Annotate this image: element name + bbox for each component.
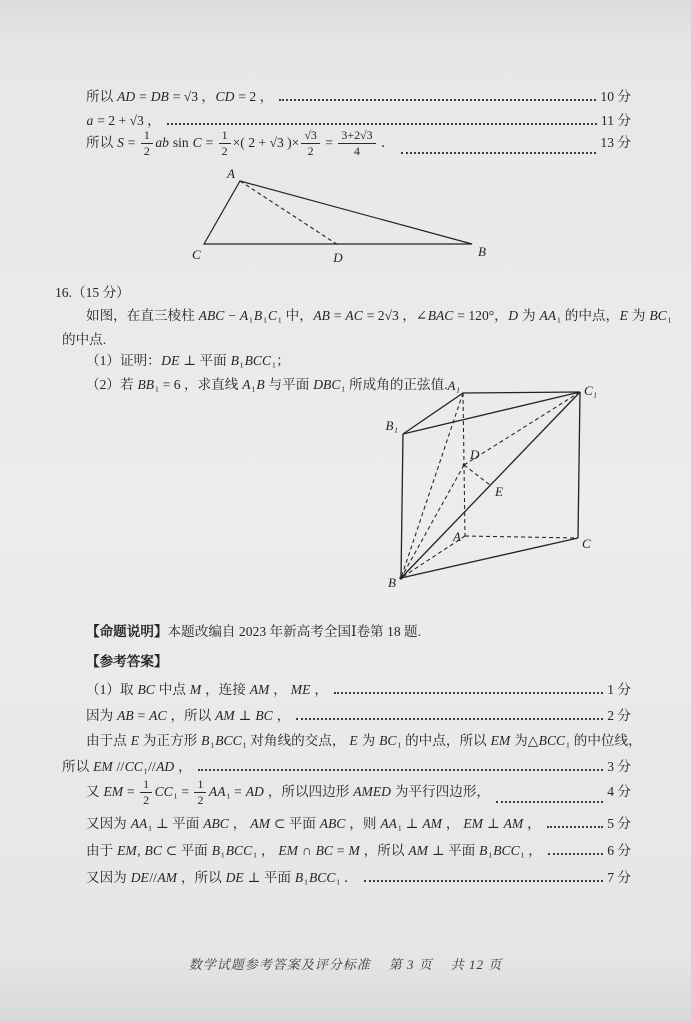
score-label: 5 分 xyxy=(607,816,631,831)
triangle-solid-edges xyxy=(204,181,472,244)
score-label: 1 分 xyxy=(607,682,631,697)
p15-line-11pts xyxy=(62,109,631,129)
math-text: 所以 EM //CC₁//AD ， xyxy=(62,759,192,774)
sol-line-midsegment xyxy=(62,729,642,749)
sol-line-2pts xyxy=(62,704,631,724)
vertex-label-B: B xyxy=(478,244,486,259)
dotted-leader xyxy=(496,801,603,803)
dotted-leader xyxy=(167,123,597,125)
dotted-leader xyxy=(198,769,603,771)
math-text: 如图，在直三棱柱 ABC − A₁B₁C₁ 中，AB = AC = 2√3 ，∠BAC = 120°，D 为 AA₁ 的中点，E 为 BC₁ xyxy=(86,308,672,323)
math-text: （1）证明：DE ⊥ 平面 B₁BCC₁； xyxy=(86,353,290,368)
vertex-label-C1: C₁ xyxy=(584,383,598,398)
origin-note-text: 本题改编自 2023 年新高考全国Ⅰ卷第 18 题. xyxy=(167,624,422,639)
vertex-label-E: E xyxy=(495,484,503,499)
origin-note xyxy=(62,620,631,640)
math-text: 由于点 E 为正方形 B₁BCC₁ 对角线的交点， E 为 BC₁ 的中点，所以 EM 为△BCC₁ 的中位线， xyxy=(86,733,642,748)
score-label: 4 分 xyxy=(607,784,631,800)
triangle-dashed-edge-AD xyxy=(240,181,338,245)
vertex-label-A: A xyxy=(227,167,235,181)
math-text: 因为 AB = AC ，所以 AM ⊥ BC ， xyxy=(86,708,291,723)
problem-number: 16.（15 分） xyxy=(55,285,130,300)
vertex-label-B: B xyxy=(388,575,396,590)
vertex-label-D: D xyxy=(333,250,343,265)
math-text: （2）若 BB₁ = 6 ，求直线 A₁B 与平面 DBC₁ 所成角的正弦值. xyxy=(86,377,448,392)
sol-line-4pts xyxy=(62,779,631,807)
vertex-label-A: A xyxy=(453,529,461,544)
dotted-leader xyxy=(364,880,604,882)
triangle-figure xyxy=(190,167,492,267)
page-footer xyxy=(0,954,691,973)
score-label: 7 分 xyxy=(607,870,631,885)
math-text: 又因为 AA₁ ⊥ 平面 ABC ， AM ⊂ 平面 ABC ，则 AA₁ ⊥ AM ， EM ⊥ AM ， xyxy=(86,816,541,831)
dotted-leader xyxy=(547,826,603,828)
vertex-label-A1: A₁ xyxy=(447,379,460,393)
math-text: a = 2 + √3 ， xyxy=(86,113,161,128)
footer-title: 数学试题参考答案及评分标准 xyxy=(188,957,371,972)
score-label: 11 分 xyxy=(600,113,631,128)
sol-line-7pts xyxy=(62,866,631,886)
dotted-leader xyxy=(334,692,603,694)
vertex-label-B1: B₁ xyxy=(385,418,398,433)
footer-page-number: 第 3 页 xyxy=(388,957,433,972)
reference-answer-header xyxy=(62,650,631,670)
score-label: 3 分 xyxy=(607,759,631,774)
reference-answer-label: 【参考答案】 xyxy=(86,654,168,669)
dotted-leader xyxy=(296,718,603,720)
math-text: 由于 EM, BC ⊂ 平面 B₁BCC₁ ， EM ∩ BC = M ，所以 AM ⊥ 平面 B₁BCC₁ ， xyxy=(86,843,542,858)
vertex-dot-D xyxy=(463,464,466,467)
dotted-leader xyxy=(548,853,603,855)
score-label: 13 分 xyxy=(600,135,631,151)
p15-line-10pts xyxy=(62,85,631,105)
score-label: 6 分 xyxy=(607,843,631,858)
math-text: 所以 AD = DB = √3 ，CD = 2 ， xyxy=(86,89,274,104)
math-text: （1）取 BC 中点 M ，连接 AM ， ME ， xyxy=(86,682,328,697)
sol-line-1pt xyxy=(62,678,631,698)
dotted-leader xyxy=(401,152,597,154)
score-label: 2 分 xyxy=(607,708,631,723)
p16-part1 xyxy=(62,349,631,369)
vertex-label-D: D xyxy=(470,447,480,462)
score-label: 10 分 xyxy=(600,89,631,104)
math-text: 又 EM = $\frac{1}{2}$ CC₁ = $\frac{1}{2}$ AA₁ = AD ，所以四边形 AMED 为平行四边形， xyxy=(86,777,491,807)
p16-intro-line2 xyxy=(62,328,631,348)
p15-line-13pts xyxy=(62,130,631,158)
p16-intro-line1 xyxy=(62,304,672,324)
prism-figure xyxy=(383,379,608,594)
math-text: 的中点. xyxy=(62,332,107,347)
sol-line-6pts xyxy=(62,839,631,859)
math-text: 所以 S = $\frac{1}{2}$ ab sin C = $\frac{1}{2}$ ×( 2 + √3 )× $\frac{√3}{2}$ = $\frac{3+2√3}{4}$ ． xyxy=(86,128,395,158)
vertex-dot-B xyxy=(399,576,402,579)
prism-solid-edges xyxy=(401,392,580,578)
sol-line-3pts xyxy=(62,755,631,775)
vertex-label-C: C xyxy=(192,247,201,262)
p16-number xyxy=(55,281,631,301)
dotted-leader xyxy=(279,99,596,101)
sol-line-5pts xyxy=(62,812,631,832)
vertex-label-C: C xyxy=(582,536,591,551)
math-text: 又因为 DE//AM ，所以 DE ⊥ 平面 B₁BCC₁ ． xyxy=(86,870,358,885)
origin-note-label: 【命题说明】 xyxy=(86,624,168,639)
footer-page-total: 共 12 页 xyxy=(450,957,503,972)
